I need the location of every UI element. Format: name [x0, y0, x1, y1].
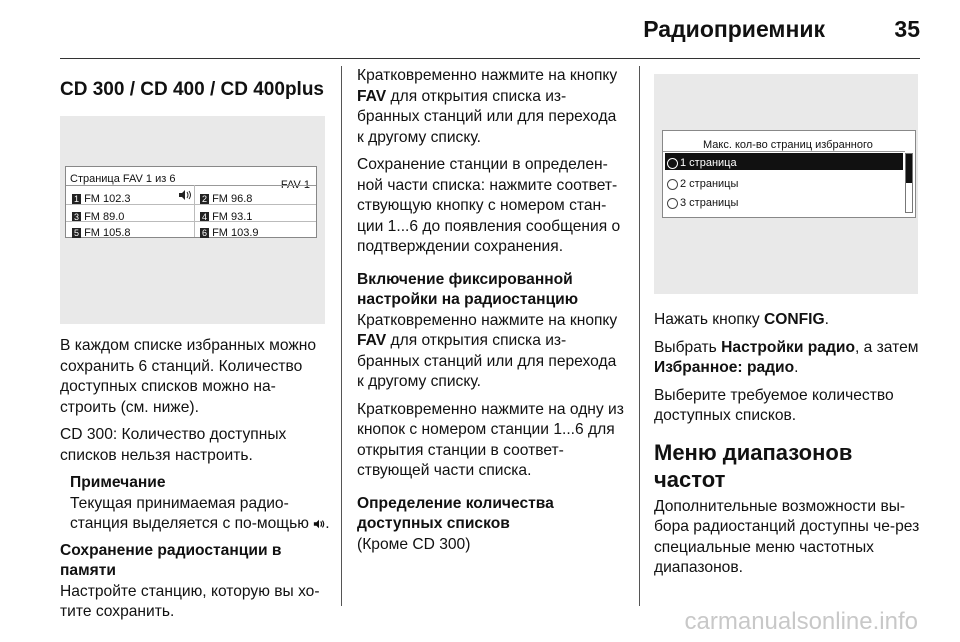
para-select-settings	[654, 338, 922, 379]
fav-station-5	[72, 223, 131, 244]
station-num-3: 3	[74, 212, 80, 222]
station-num-4: 4	[202, 212, 208, 222]
speaker-icon	[178, 190, 192, 200]
menu-radio-favorites: Избранное: радио	[654, 359, 795, 376]
column-3	[654, 66, 922, 586]
column-2	[357, 66, 625, 562]
fav-station-6	[200, 223, 259, 244]
text-part: .	[794, 359, 799, 376]
fav-screen-title: Страница FAV 1 из 6	[70, 173, 176, 185]
para-save-in-part: Сохранение станции в определен-ной части списка: нажмите соответ-ствующую кнопку с номером стан-ции 1...6 до появления сообщения о подтверждении сохранения.	[357, 156, 621, 255]
para-press-config	[654, 310, 922, 331]
para-lists-count: В каждом списке избранных можно сохранить 6 станций. Количество доступных списков можно на-строить (см. ниже).	[60, 337, 317, 416]
text-part: Нажать кнопку	[654, 311, 764, 328]
column-divider-2	[639, 66, 640, 606]
fav-key: FAV	[357, 332, 387, 349]
page-header-title: Радиоприемник	[643, 16, 825, 42]
station-name-2: FM 96.8	[212, 193, 253, 205]
note-end: .	[325, 515, 330, 532]
para-cd300: CD 300: Количество доступных списков нельзя настроить.	[60, 426, 287, 464]
text-part: для открытия списка из-бранных станций или для перехода к другому списку.	[357, 332, 617, 390]
config-screen-illustration	[654, 74, 918, 294]
column-divider-1	[341, 66, 342, 606]
config-screen-title: Макс. кол-во страниц избранного	[703, 139, 873, 151]
para-open-station: Кратковременно нажмите на одну из кнопок с номером станции 1...6 для открытия станции в соответ-ствующей части списка.	[357, 400, 624, 479]
fav-screen-tab: FAV 1	[280, 179, 310, 191]
station-name-4: FM 93.1	[212, 211, 253, 223]
watermark: carmanualsonline.info	[684, 608, 918, 635]
heading-list-count: Определение количества доступных списков	[357, 494, 554, 532]
para-band-menus: Дополнительные возможности вы-бора радиостанций доступны че-рез специальные меню частотных диапазонов.	[654, 497, 920, 576]
section-title: CD 300 / CD 400 / CD 400plus	[60, 79, 324, 100]
para-tune-station: Настройте станцию, которую вы хо-тите сохранить.	[60, 582, 320, 620]
station-num-6: 6	[202, 228, 208, 238]
note-block	[60, 473, 330, 535]
heading-band-menu: Меню диапазонов частот	[654, 439, 853, 492]
note-text: Текущая принимаемая радио-станция выделяется с по-мощью	[70, 494, 309, 532]
option-label-3: 3 страницы	[680, 197, 739, 209]
station-num-2: 2	[202, 194, 208, 204]
option-label-2: 2 страницы	[680, 178, 739, 190]
speaker-icon	[313, 519, 325, 529]
page-number: 35	[894, 16, 920, 42]
station-name-5: FM 105.8	[84, 227, 131, 239]
option-row	[665, 174, 738, 195]
para-select-count: Выберите требуемое количество доступных списков.	[654, 386, 894, 424]
option-row	[665, 193, 738, 214]
column-1	[60, 66, 330, 630]
option-row-selected	[665, 153, 903, 170]
fav-screen-illustration	[60, 116, 325, 324]
text-part: , а затем	[854, 338, 919, 356]
text-part: Кратковременно нажмите на кнопку	[357, 67, 618, 84]
text-part: .	[824, 311, 829, 328]
text-part: Выбрать	[654, 338, 722, 356]
scrollbar	[905, 153, 913, 213]
para-fav-open-2	[357, 311, 625, 393]
note-title: Примечание	[70, 474, 166, 491]
header-rule	[60, 58, 920, 59]
station-num-5: 5	[74, 228, 80, 238]
text-part: Кратковременно нажмите на кнопку	[357, 311, 618, 329]
heading-fixed-tuning: Включение фиксированной настройки на радиостанцию	[357, 270, 579, 308]
para-except-cd300: (Кроме CD 300)	[357, 535, 471, 553]
station-name-3: FM 89.0	[84, 211, 125, 223]
fav-key: FAV	[357, 87, 387, 105]
menu-radio-settings: Настройки радио	[721, 338, 855, 356]
text-part: для открытия списка из-бранных станций или для перехода к другому списку.	[357, 87, 617, 146]
config-key: CONFIG	[763, 311, 825, 328]
heading-save-station: Сохранение радиостанции в памяти	[60, 541, 282, 579]
para-fav-open	[357, 66, 625, 148]
station-name-6: FM 103.9	[212, 227, 259, 239]
station-name-1: FM 102.3	[84, 193, 131, 205]
option-label-1: 1 страница	[680, 157, 737, 169]
station-num-1: 1	[74, 194, 80, 204]
